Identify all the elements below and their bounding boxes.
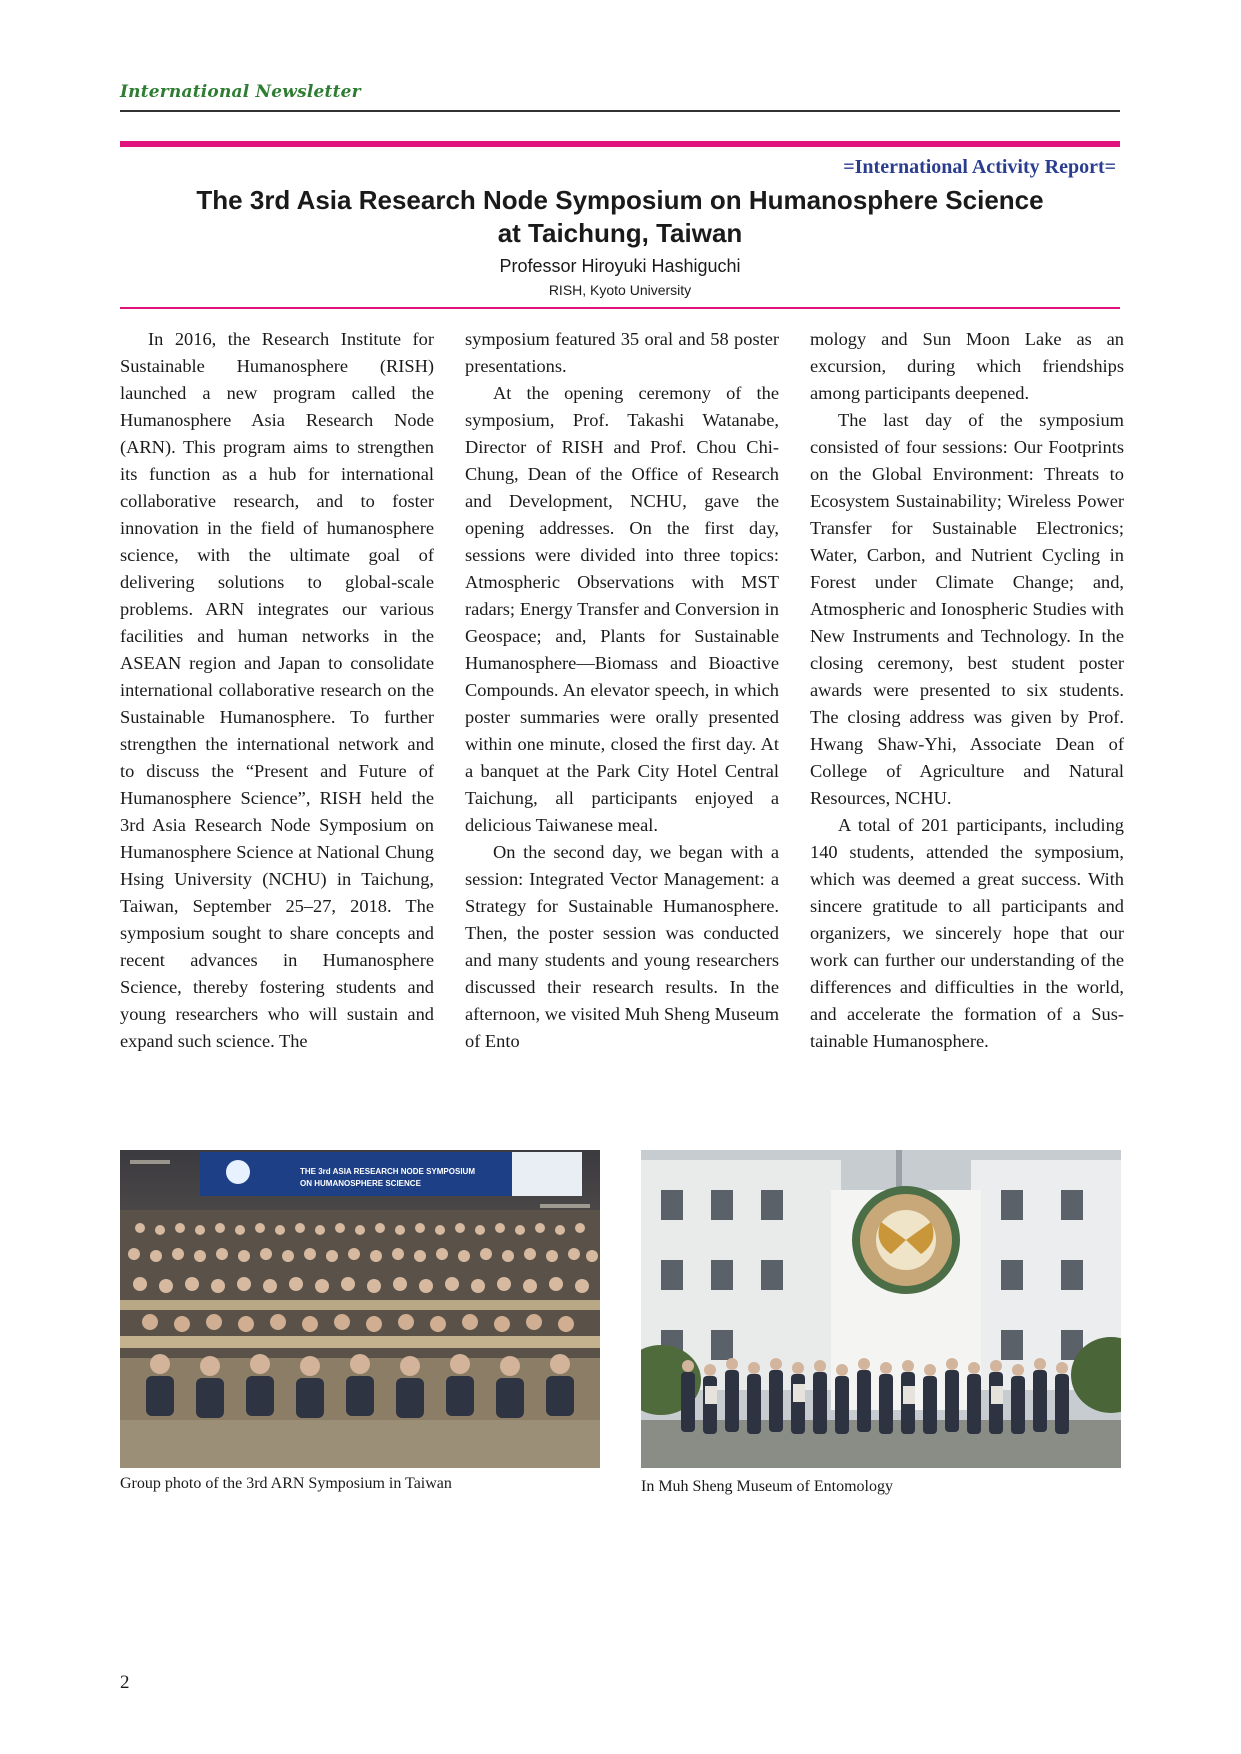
paragraph: A total of 201 participants, including 140 students, attended the symposium, which was deemed a great success. With sincere gratitude to all participants and organizers, we sincerely hope that our work can further our understanding of the differences and difficulties in the world, and accelerate the formation of a Sustainable Humanosphere. <box>810 815 1124 1051</box>
title-rule <box>120 307 1120 309</box>
paragraph: At the opening ceremony of the symposium, Prof. Takashi Watanabe, Director of RISH and Prof. Chou Chi-Chung, Dean of the Office of Research and Development, NCHU, gave the opening addresses. On the first day, sessions were divided into three topics: Atmospheric Observations with MST radars; Energy Transfer and Conversion in Geospace; and, Plants for Sustainable Humanosphere—Biomass and Bioactive Compounds. An elevator speech, in which poster summaries were orally presented within one minute, closed the first day. At a banquet at the Park City Hotel Central Taichung, all participants enjoyed a delicious Taiwanese meal. <box>465 383 779 835</box>
museum-photo-image <box>641 1150 1121 1468</box>
group-photo-image <box>120 1150 600 1468</box>
paragraph: symposium featured 35 oral and 58 poster presentations. <box>465 329 779 376</box>
article-author: Professor Hiroyuki Hashiguchi <box>499 256 741 276</box>
page-number: 2 <box>120 1672 130 1693</box>
paragraph: On the second day, we began with a session: Integrated Vector Management: a Strategy for Sustainable Humanosphere. Then, the poster session was conducted and many students and young researchers discussed their research results. In the afternoon, we visited Muh Sheng Museum of Ento <box>465 842 779 1051</box>
paragraph: In 2016, the Research Institute for Sustainable Humanosphere (RISH) launched a new program called the Humanosphere Asia Research Node (ARN). This program aims to strengthen its function as a hub for international collaborative research, and to foster innovation in the field of humanosphere science, with the ultimate goal of delivering solutions to global-scale problems. ARN integrates our various facilities and human networks in the ASEAN region and Japan to consolidate international collaborative research on the Sustainable Humanosphere. To further strengthen the international network and to discuss the “Present and Future of Humanosphere Science”, RISH held the 3rd Asia Research Node Symposium on Humanosphere Science at National Chung Hsing University (NCHU) in Taichung, Taiwan, September 25–27, 2018. The symposium sought to share concepts and recent advances in Humanosphere Science, thereby fostering students and young researchers who will sustain and expand such science. The <box>120 329 434 1051</box>
figure-caption-1: Group photo of the 3rd ARN Symposium in Taiwan <box>120 1475 452 1492</box>
text-column-3 <box>810 326 1124 1055</box>
museum-photo <box>641 1150 1121 1468</box>
figure-caption-2: In Muh Sheng Museum of Entomology <box>641 1478 893 1495</box>
banner-line-1: THE 3rd ASIA RESEARCH NODE SYMPOSIUM <box>300 1167 475 1176</box>
banner-line-2: ON HUMANOSPHERE SCIENCE <box>300 1179 421 1188</box>
paragraph: The last day of the symposium consisted of four sessions: Our Footprints on the Global Environment: Threats to Ecosystem Sustainability; Wireless Power Transfer for Sustainable Electronics; Water, Carbon, and Nutrient Cycling in Forest under Climate Change; and, Atmospheric and Ionospheric Studies with New Instruments and Technology. In the closing ceremony, best student poster awards were presented to six students. The closing address was given by Prof. Hwang Shaw-Yhi, Associate Dean of College of Agriculture and Natural Resources, NCHU. <box>810 410 1124 808</box>
article-title <box>120 184 1120 250</box>
paragraph: mology and Sun Moon Lake as an excursion, during which friendships among participants deepened. <box>810 329 1124 403</box>
text-column-1 <box>120 326 434 1055</box>
group-photo <box>120 1150 600 1468</box>
header-rule <box>120 110 1120 112</box>
text-column-2 <box>465 326 779 1055</box>
title-line-2: at Taichung, Taiwan <box>497 218 743 248</box>
title-line-1: The 3rd Asia Research Node Symposium on Humanosphere Science <box>196 185 1044 215</box>
masthead: International Newsletter <box>120 82 361 102</box>
author-affiliation: RISH, Kyoto University <box>548 282 692 298</box>
section-label: =International Activity Report= <box>843 156 1116 178</box>
accent-bar <box>120 141 1120 147</box>
